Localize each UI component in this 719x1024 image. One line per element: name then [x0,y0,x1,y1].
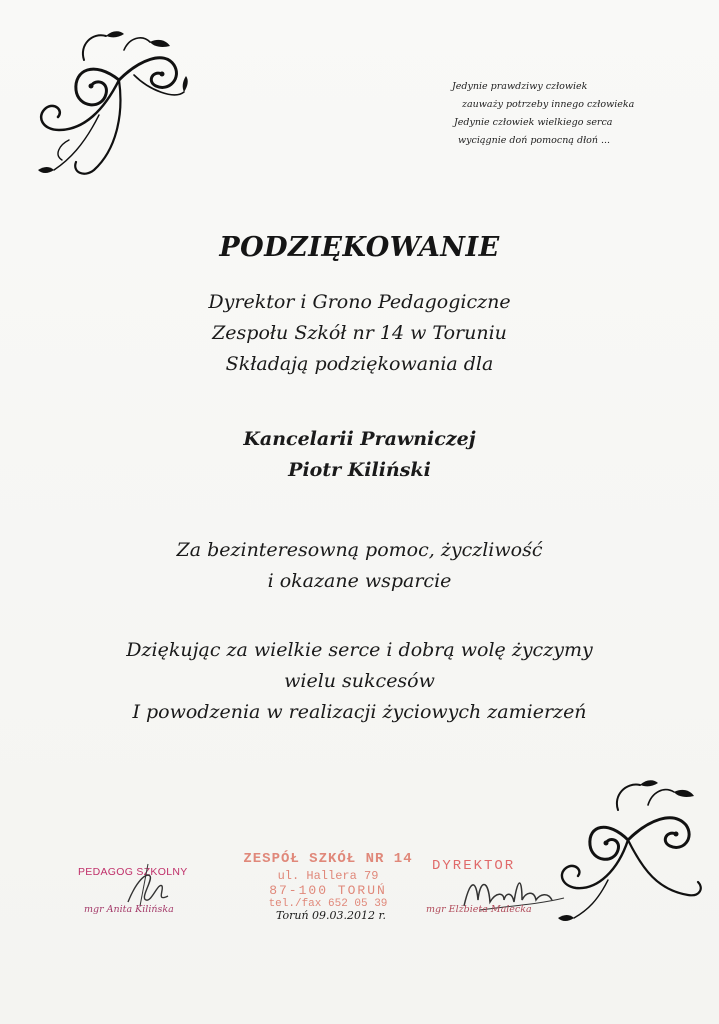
wishes-block [0,635,719,728]
reason-line: Za bezinteresowną pomoc, życzliwość [176,539,543,561]
wishes-line: Dziękując za wielkie serce i dobrą wolę życzymy [126,639,593,661]
sender-line: Składają podziękowania dla [225,353,494,375]
quote-line: Jedynie prawdziwy człowiek [452,81,588,92]
motto-quote [452,78,692,150]
quote-line: zauważy potrzeby innego człowieka [462,99,635,110]
place-date: Toruń 09.03.2012 r. [276,909,387,922]
quote-line: Jedynie człowiek wielkiego serca [454,117,613,128]
pedagog-name: mgr Anita Kilińska [84,904,174,915]
wishes-line: wielu sukcesów [284,670,435,692]
recipient-line: Kancelarii Prawniczej [243,428,476,450]
document-title: PODZIĘKOWANIE [219,232,500,263]
sender-line: Zespołu Szkół nr 14 w Toruniu [212,322,507,344]
sender-block [0,287,719,380]
stamp-school-street: ul. Hallera 79 [277,869,379,883]
swirl-ornament-top [24,20,189,190]
school-stamp [238,851,418,910]
pedagog-stamp-title: PEDAGOG SZKOLNY [78,866,188,878]
recipient-block [0,424,719,486]
stamp-school-name: ZESPÓŁ SZKÓŁ NR 14 [243,851,413,867]
pedagog-signature-block [78,862,218,922]
recipient-line: Piotr Kiliński [288,459,431,481]
reason-line: i okazane wsparcie [267,570,452,592]
director-name: mgr Elżbieta Malecka [426,904,532,915]
stamp-school-city: 87-100 TORUŃ [269,883,387,898]
director-stamp-title: DYREKTOR [432,858,516,874]
reason-block [0,535,719,597]
stamp-school-phone: tel./fax 652 05 39 [268,898,388,910]
quote-line: wyciągnie doń pomocną dłoń ... [458,135,611,146]
sender-line: Dyrektor i Grono Pedagogiczne [208,291,511,313]
director-signature-block [420,852,570,922]
wishes-line: I powodzenia w realizacji życiowych zamierzeń [132,701,587,723]
swirl-ornament-bottom [548,770,708,930]
